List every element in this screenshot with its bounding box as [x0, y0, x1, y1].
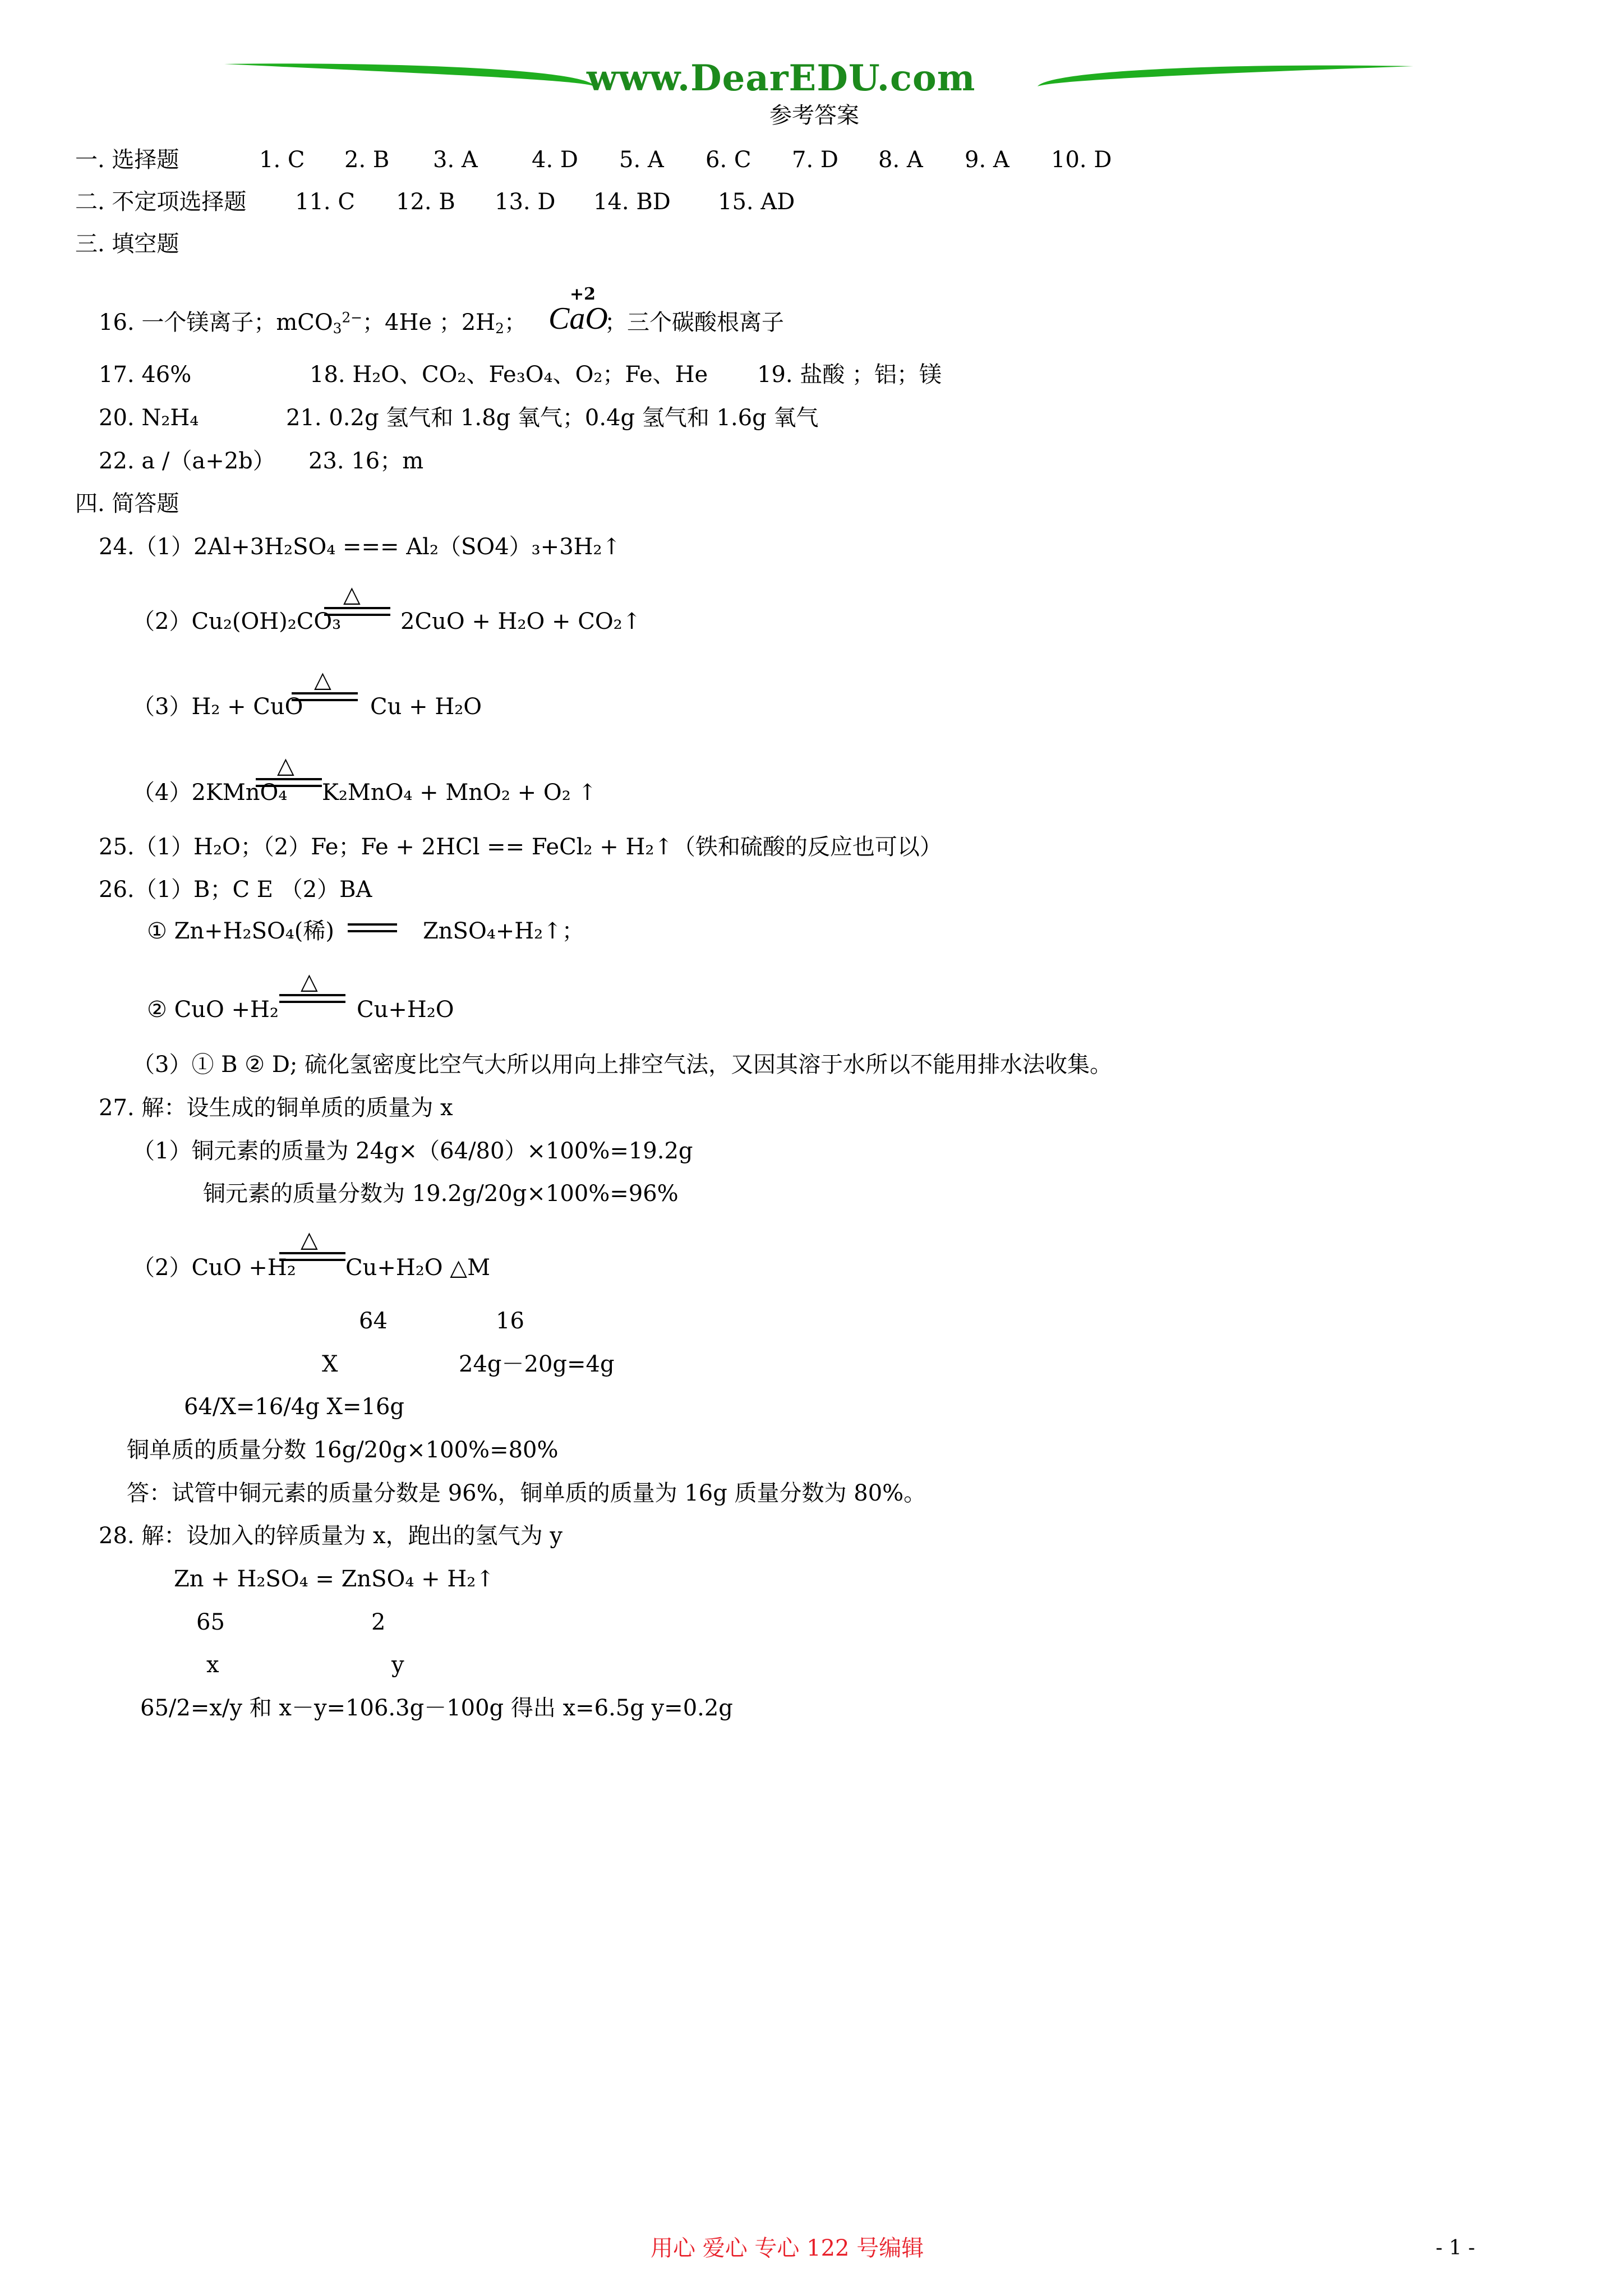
choice-answer: 5. A: [619, 147, 664, 173]
answer-19: 19. 盐酸 ；铝；镁: [757, 362, 942, 388]
answer-24-3-left: （3）H₂ + CuO: [132, 694, 303, 720]
stoich-value: X: [322, 1351, 338, 1377]
answer-27-2-left: （2）CuO +H₂: [132, 1255, 296, 1281]
answer-27-eq: 64/X=16/4g X=16g: [184, 1394, 405, 1420]
choice-answer: 15. AD: [718, 189, 795, 215]
answer-24-2-right: 2CuO + H₂O + CO₂↑: [400, 609, 642, 634]
section-3-label: 三. 填空题: [75, 231, 179, 257]
stoich-value: y: [391, 1652, 404, 1678]
answer-24-3-right: Cu + H₂O: [370, 694, 482, 720]
site-logo: www.DearEDU.com: [587, 57, 976, 99]
answer-16: 16. 一个镁离子；mCO$_3^{2-}$；4He ；$2H_2$；: [99, 309, 527, 337]
choice-answer: 13. D: [495, 189, 556, 215]
page-number: - 1 -: [1436, 2237, 1476, 2260]
answer-28-eq: Zn + H₂SO₄ = ZnSO₄ + H₂↑: [174, 1566, 495, 1592]
answer-23: 23. 16；m: [308, 448, 424, 474]
answer-25: 25.（1）H₂O；（2）Fe；Fe + 2HCl == FeCl₂ + H₂↑（铁和硫酸的反应也可以）: [99, 834, 942, 860]
answer-21: 21. 0.2g 氢气和 1.8g 氧气；0.4g 氢气和 1.6g 氧气: [286, 405, 819, 431]
answer-26-b-left: ② CuO +H₂: [147, 997, 279, 1023]
heat-icon: △: [314, 667, 331, 693]
section-2-label: 二. 不定项选择题: [75, 189, 247, 215]
choice-answer: 9. A: [965, 147, 1009, 173]
page-title: 参考答案: [769, 103, 859, 128]
answer-24-2-left: （2）Cu₂(OH)₂CO₃: [132, 609, 342, 634]
answer-26-3: （3）① B ② D; 硫化氢密度比空气大所以用向上排空气法，又因其溶于水所以不能用排水法收集。: [132, 1052, 1113, 1078]
answer-27: 27. 解：设生成的铜单质的质量为 x: [99, 1095, 453, 1121]
answer-26-a-right: ZnSO₄+H₂↑；: [423, 918, 584, 944]
answer-16-tail: ；三个碳酸根离子: [605, 310, 784, 335]
choice-answer: 4. D: [532, 147, 578, 173]
answer-18: 18. H₂O、CO₂、Fe₃O₄、O₂；Fe、He: [310, 362, 708, 388]
answer-24-4-right: K₂MnO₄ + MnO₂ + O₂ ↑: [322, 780, 597, 806]
answer-26-b-right: Cu+H₂O: [357, 997, 454, 1023]
answer-27-ans: 答：试管中铜元素的质量分数是 96%，铜单质的质量为 16g 质量分数为 80%。: [127, 1480, 926, 1506]
section-4-label: 四. 简答题: [75, 491, 179, 517]
stoich-value: x: [206, 1652, 219, 1678]
cao-formula: CaO: [548, 301, 608, 336]
choice-answer: 14. BD: [593, 189, 671, 215]
stoich-value: 65: [196, 1609, 225, 1635]
choice-answer: 12. B: [396, 189, 455, 215]
footer-note: 用心 爱心 专心 122 号编辑: [651, 2235, 924, 2261]
answer-28: 28. 解：设加入的锌质量为 x，跑出的氢气为 y: [99, 1523, 562, 1549]
heat-icon: △: [277, 753, 294, 779]
answer-24-4-left: （4）2KMnO₄: [132, 780, 288, 806]
choice-answer: 7. D: [792, 147, 838, 173]
stoich-value: 24g－20g=4g: [459, 1351, 615, 1377]
answer-26-1: 26.（1）B；C E （2）BA: [99, 877, 372, 903]
answer-20: 20. N₂H₄: [99, 405, 199, 431]
stoich-value: 16: [496, 1308, 524, 1334]
choice-answer: 8. A: [878, 147, 923, 173]
answer-22: 22. a /（a+2b）: [99, 448, 275, 474]
answer-17: 17. 46%: [99, 362, 192, 388]
answer-24-1: 24.（1）2Al+3H₂SO₄ === Al₂（SO4）₃+3H₂↑: [99, 534, 621, 560]
stoich-value: 64: [359, 1308, 388, 1334]
answer-27-2-right: Cu+H₂O △M: [345, 1255, 491, 1281]
valence-mark: +2: [570, 284, 596, 304]
heat-icon: △: [343, 582, 361, 608]
choice-answer: 11. C: [295, 189, 355, 215]
answer-27-1b: 铜元素的质量分数为 19.2g/20g×100%=96%: [203, 1181, 679, 1207]
answer-26-a-left: ① Zn+H₂SO₄(稀): [147, 918, 335, 944]
choice-answer: 6. C: [706, 147, 751, 173]
choice-answer: 2. B: [344, 147, 390, 173]
answer-28-sol: 65/2=x/y 和 x－y=106.3g－100g 得出 x=6.5g y=0.2g: [140, 1695, 733, 1721]
choice-answer: 10. D: [1051, 147, 1112, 173]
choice-answer: 1. C: [259, 147, 305, 173]
heat-icon: △: [301, 969, 318, 995]
heat-icon: △: [301, 1227, 318, 1253]
answer-27-1: （1）铜元素的质量为 24g×（64/80）×100%=19.2g: [132, 1138, 693, 1164]
stoich-value: 2: [371, 1609, 386, 1635]
answer-27-frac: 铜单质的质量分数 16g/20g×100%=80%: [127, 1437, 559, 1463]
choice-answer: 3. A: [433, 147, 478, 173]
section-1-label: 一. 选择题: [75, 147, 179, 173]
